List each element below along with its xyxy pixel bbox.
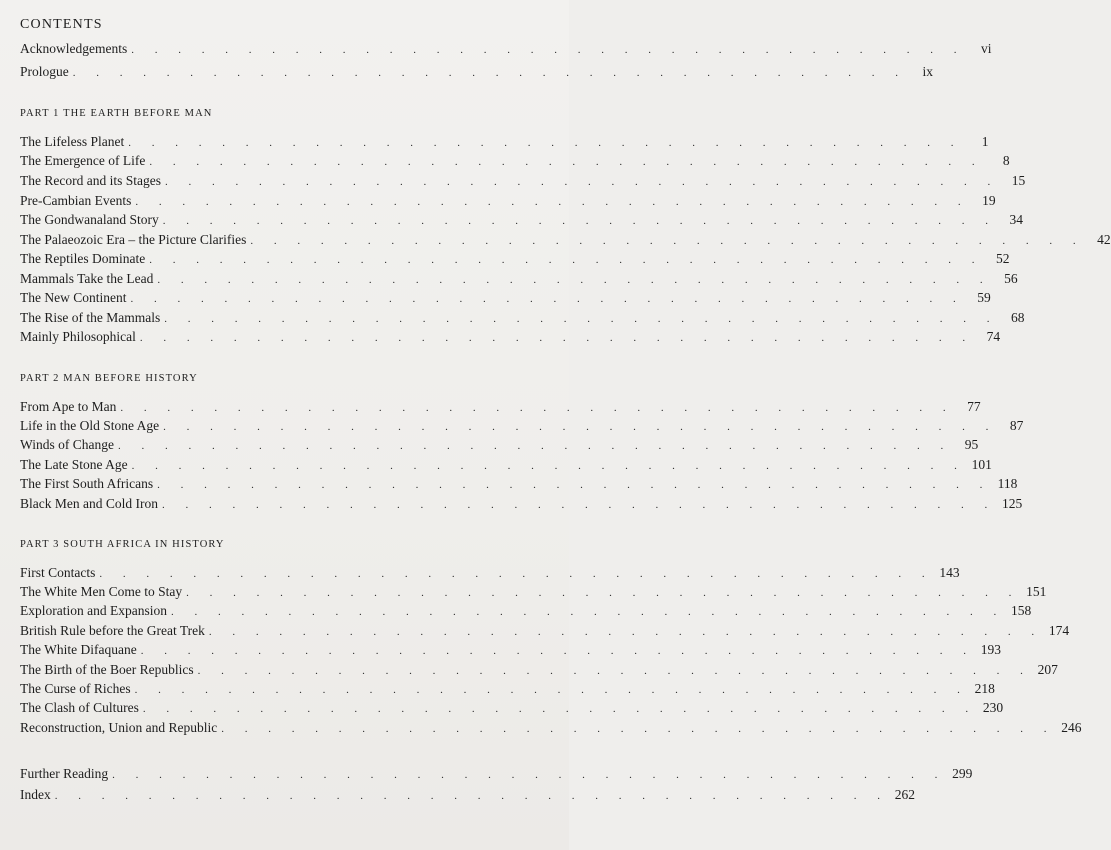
toc-entry[interactable] [20,251,1010,270]
entry-page-number: 77 [967,399,981,414]
toc-entry[interactable] [20,193,996,212]
entry-page-number: vi [980,41,992,56]
toc-entry[interactable] [20,173,1026,192]
entry-page-number: 125 [1001,496,1023,511]
part-1-heading: PART 1 THE EARTH BEFORE MAN [20,108,213,119]
toc-entry[interactable] [20,329,1001,348]
entry-title: First Contacts [20,565,96,580]
toc-entry[interactable] [20,64,933,83]
toc-entry[interactable] [20,457,992,476]
toc-entry[interactable] [20,232,1111,251]
toc-entry[interactable] [20,310,1025,329]
dot-leader: . . . . . . . . . . . . . . . . . . . . . . . . . . . . . . . . . . . . [140,645,975,657]
entry-page-number: 59 [977,290,991,305]
toc-entry[interactable] [20,700,1004,719]
toc-entry[interactable] [20,153,1010,172]
entry-title: The First South Africans [20,476,154,491]
dot-leader: . . . . . . . . . . . . . . . . . . . . . . . . . . . . . . . . . . . . [164,313,999,325]
toc-entry[interactable] [20,565,960,584]
entry-title: Index [20,787,51,802]
dot-leader: . . . . . . . . . . . . . . . . . . . . . . . . . . . . . . . . . . . . [149,156,984,168]
entry-title: The Lifeless Planet [20,134,125,149]
entry-title: Reconstruction, Union and Republic [20,720,218,735]
entry-title: Prologue [20,64,69,79]
entry-title: Exploration and Expansion [20,603,167,618]
entry-title: The Late Stone Age [20,457,128,472]
dot-leader: . . . . . . . . . . . . . . . . . . . . . . . . . . . . . . . . . . . . [139,332,975,344]
entry-title: From Ape to Man [20,399,117,414]
entry-title: The White Men Come to Stay [20,584,183,599]
entry-page-number: 158 [1010,603,1032,618]
entry-title: The Rise of the Mammals [20,310,161,325]
entry-page-number: 95 [964,437,979,452]
entry-page-number: 101 [971,457,992,472]
dot-leader: . . . . . . . . . . . . . . . . . . . . . . . . . . . . . . . . . . . . [163,421,998,433]
entry-title: Mainly Philosophical [20,329,136,344]
dot-leader: . . . . . . . . . . . . . . . . . . . . . . . . . . . . . . . . . . . . [221,723,1056,735]
entry-page-number: 299 [952,766,973,781]
entry-title: The Record and its Stages [20,173,161,188]
toc-entry[interactable] [20,418,1024,437]
dot-leader: . . . . . . . . . . . . . . . . . . . . . . . . . . . . . . . . . . . . [149,254,984,266]
entry-page-number: 193 [980,642,1001,657]
entry-page-number: 230 [982,700,1004,715]
entry-title: The Birth of the Boer Republics [20,662,194,677]
entry-page-number: 42 [1097,232,1111,247]
part-3-heading: PART 3 SOUTH AFRICA IN HISTORY [20,539,225,550]
entry-title: Further Reading [20,766,109,781]
dot-leader: . . . . . . . . . . . . . . . . . . . . . . . . . . . . . . . . . . . . [130,293,965,305]
dot-leader: . . . . . . . . . . . . . . . . . . . . . . . . . . . . . . . . . . . . [117,440,953,452]
entry-title: Life in the Old Stone Age [20,418,160,433]
entry-page-number: 262 [894,787,915,802]
toc-entry[interactable] [20,212,1023,231]
toc-entry[interactable] [20,290,991,309]
entry-title: The Palaeozoic Era – the Picture Clarifies [20,232,247,247]
dot-leader: . . . . . . . . . . . . . . . . . . . . . . . . . . . . . . . . . . . . [54,790,889,802]
entry-title: The New Continent [20,290,127,305]
entry-title: British Rule before the Great Trek [20,623,205,638]
dot-leader: . . . . . . . . . . . . . . . . . . . . . . . . . . . . . . . . . . . . [99,568,934,580]
dot-leader: . . . . . . . . . . . . . . . . . . . . . . . . . . . . . . . . . . . . [162,215,997,227]
dot-leader: . . . . . . . . . . . . . . . . . . . . . . . . . . . . . . . . . . . . [135,196,970,208]
toc-entry[interactable] [20,584,1047,603]
entry-title: Black Men and Cold Iron [20,496,158,511]
toc-entry[interactable] [20,681,995,700]
toc-entry[interactable] [20,476,1018,495]
toc-entry[interactable] [20,623,1070,642]
dot-leader: . . . . . . . . . . . . . . . . . . . . . . . . . . . . . . . . . . . . [134,684,969,696]
entry-page-number: 56 [1004,271,1018,286]
dot-leader: . . . . . . . . . . . . . . . . . . . . . . . . . . . . . . . . . . . . [157,479,992,491]
toc-entry[interactable] [20,496,1023,515]
toc-entry[interactable] [20,603,1032,622]
entry-title: Mammals Take the Lead [20,271,154,286]
entry-page-number: 118 [997,476,1018,491]
entry-page-number: 19 [982,193,996,208]
dot-leader: . . . . . . . . . . . . . . . . . . . . . . . . . . . . . . . . . . . . [157,274,992,286]
toc-entry[interactable] [20,271,1018,290]
dot-leader: . . . . . . . . . . . . . . . . . . . . . . . . . . . . . . . . . . . . [164,176,1000,188]
part-2-heading: PART 2 MAN BEFORE HISTORY [20,373,198,384]
entry-page-number: 143 [939,565,960,580]
entry-page-number: 1 [981,134,989,149]
toc-entry[interactable] [20,787,915,806]
dot-leader: . . . . . . . . . . . . . . . . . . . . . . . . . . . . . . . . . . . . [250,235,1085,247]
entry-page-number: 52 [995,251,1010,266]
entry-title: The Curse of Riches [20,681,131,696]
entry-page-number: ix [922,64,933,79]
entry-title: Pre-Cambian Events [20,193,132,208]
entry-title: The Emergence of Life [20,153,146,168]
entry-title: The White Difaquane [20,642,137,657]
dot-leader: . . . . . . . . . . . . . . . . . . . . . . . . . . . . . . . . . . . . [186,587,1021,599]
toc-entry[interactable] [20,662,1058,681]
entry-page-number: 68 [1010,310,1025,325]
contents-title: CONTENTS [20,17,103,32]
dot-leader: . . . . . . . . . . . . . . . . . . . . . . . . . . . . . . . . . . . . [72,67,907,79]
toc-entry[interactable] [20,642,1001,661]
dot-leader: . . . . . . . . . . . . . . . . . . . . . . . . . . . . . . . . . . . . [208,626,1044,638]
dot-leader: . . . . . . . . . . . . . . . . . . . . . . . . . . . . . . . . . . . . [131,460,966,472]
dot-leader: . . . . . . . . . . . . . . . . . . . . . . . . . . . . . . . . . . . . [170,606,1006,618]
entry-page-number: 207 [1037,662,1058,677]
entry-title: Acknowledgements [20,41,128,56]
entry-page-number: 174 [1048,623,1070,638]
entry-page-number: 34 [1009,212,1023,227]
toc-entry[interactable] [20,720,1082,739]
dot-leader: . . . . . . . . . . . . . . . . . . . . . . . . . . . . . . . . . . . . [120,402,955,414]
entry-page-number: 87 [1009,418,1024,433]
entry-page-number: 15 [1011,173,1026,188]
dot-leader: . . . . . . . . . . . . . . . . . . . . . . . . . . . . . . . . . . . . [128,137,963,149]
entry-page-number: 74 [986,329,1001,344]
entry-title: The Gondwanaland Story [20,212,159,227]
toc-entry[interactable] [20,41,992,60]
entry-page-number: 151 [1026,584,1047,599]
entry-title: The Reptiles Dominate [20,251,146,266]
entry-page-number: 246 [1061,720,1082,735]
dot-leader: . . . . . . . . . . . . . . . . . . . . . . . . . . . . . . . . . . . . [161,499,997,511]
entry-title: Winds of Change [20,437,114,452]
dot-leader: . . . . . . . . . . . . . . . . . . . . . . . . . . . . . . . . . . . . [197,665,1032,677]
entry-page-number: 8 [1002,153,1010,168]
dot-leader: . . . . . . . . . . . . . . . . . . . . . . . . . . . . . . . . . . . . [112,769,947,781]
dot-leader: . . . . . . . . . . . . . . . . . . . . . . . . . . . . . . . . . . . . [142,703,978,715]
entry-title: The Clash of Cultures [20,700,139,715]
toc-entry[interactable] [20,399,981,418]
toc-entry[interactable] [20,134,989,153]
toc-entry[interactable] [20,437,979,456]
entry-page-number: 218 [974,681,995,696]
dot-leader: . . . . . . . . . . . . . . . . . . . . . . . . . . . . . . . . . . . . [131,44,966,56]
toc-entry[interactable] [20,766,973,785]
